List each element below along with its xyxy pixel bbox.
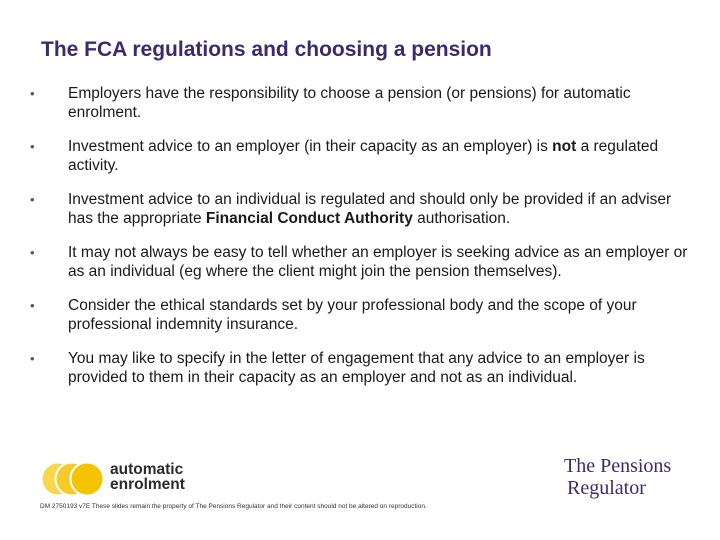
bullet-text-end: a regulated activity. [68,138,659,174]
bullet-marker: • [30,245,35,260]
bullet-marker: • [30,351,35,366]
logo-line-1: The Pensions [564,455,672,477]
bullet-marker: • [30,298,35,313]
bullet-item [30,190,700,228]
bullet-marker: • [30,86,35,101]
bullet-list [30,84,700,402]
logo-line-2: enrolment [110,476,185,493]
pensions-regulator-logo [564,455,671,499]
automatic-enrolment-wordmark [110,462,185,492]
bullet-text: Consider the ethical standards set by your professional body and the scope of your professional indemnity insurance. [68,297,637,333]
automatic-enrolment-logo [40,461,200,497]
bullet-emphasis: not [552,138,577,155]
slide-title: The FCA regulations and choosing a pension [41,38,492,61]
bullet-emphasis: Financial Conduct Authority [205,210,413,227]
bullet-text: It may not always be easy to tell whether an employer is seeking advice as an employer or as an individual (eg where the client might join the pension themselves). [68,244,688,280]
bullet-text: You may like to specify in the letter of engagement that any advice to an employer is provided to them in their capacity as an employer and not as an individual. [68,350,645,386]
bullet-text: Investment advice to an employer (in their capacity as an employer) is [68,138,553,155]
bullet-item [30,296,700,334]
bullet-text: Employers have the responsibility to choose a pension (or pensions) for automatic enrolment. [68,85,631,121]
overlapping-circles-icon [40,461,106,497]
bullet-item [30,84,700,122]
bullet-item [30,243,700,281]
bullet-text: Investment advice to an individual is regulated and should only be provided if an adviser has the appropriate [68,191,672,227]
logo-line-1: automatic [110,461,184,478]
bullet-item [30,137,700,175]
bullet-marker: • [30,192,35,207]
bullet-marker: • [30,139,35,154]
footnote: DM 2750193 v7E These slides remain the property of The Pensions Regulator and their content should not be altered on reproduction. [40,503,427,510]
bullet-text-end: authorisation. [412,210,511,227]
bullet-item [30,349,700,387]
logo-line-2: Regulator [567,477,646,499]
